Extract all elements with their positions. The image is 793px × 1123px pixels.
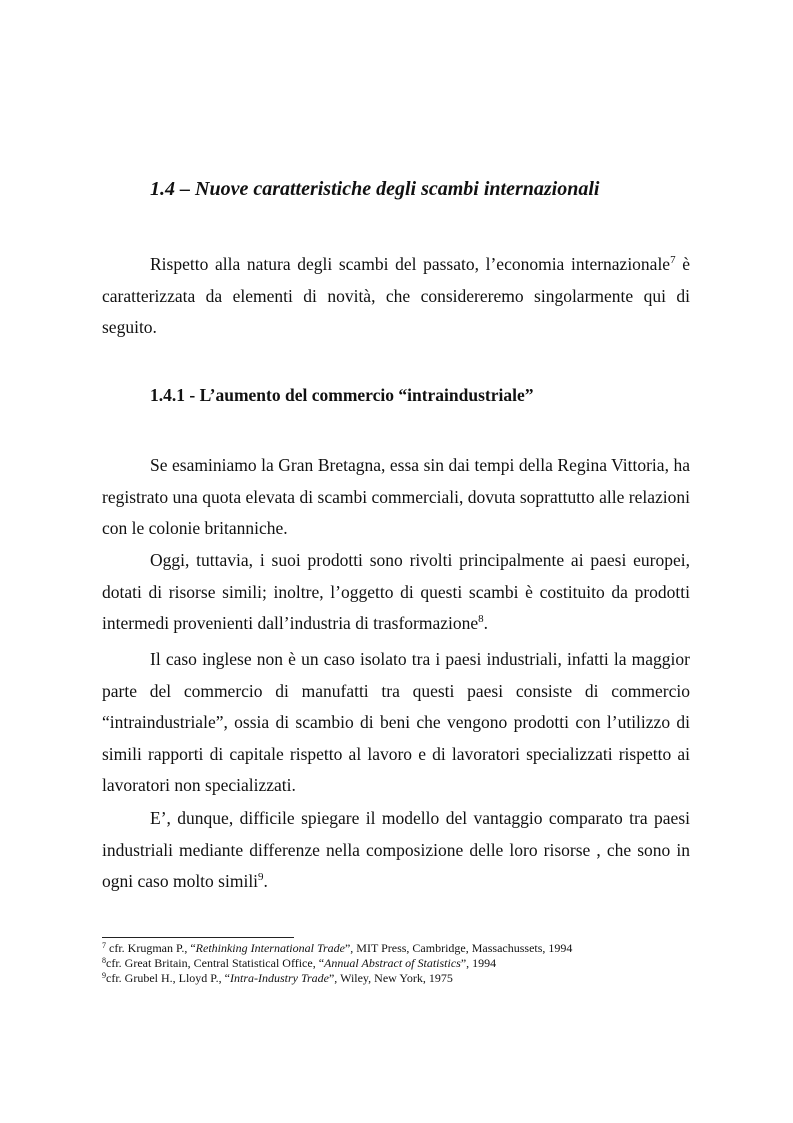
footnote-number: 9 xyxy=(102,971,106,980)
paragraph-4-text: E’, dunque, difficile spiegare il modello del vantaggio comparato tra paesi industriali mediante differenze nella composizione delle loro risorse , che sono in ogni caso molto simili xyxy=(102,808,690,891)
paragraph-4 xyxy=(102,803,690,898)
section-title: 1.4 – Nuove caratteristiche degli scambi internazionali xyxy=(150,178,600,200)
footnote-title: Intra-Industry Trade xyxy=(229,971,329,985)
footnote-separator xyxy=(102,937,294,938)
paragraph-1: Se esaminiamo la Gran Bretagna, essa sin dai tempi della Regina Vittoria, ha registrato una quota elevata di scambi commerciali, dovuta soprattutto alle relazioni con le colonie britanniche. xyxy=(102,455,690,538)
footnote-title: Rethinking International Trade xyxy=(195,941,345,955)
footnote-8 xyxy=(102,956,702,971)
paragraph-4-end: . xyxy=(263,871,268,891)
footnote-number: 8 xyxy=(102,956,106,965)
footnote-ref-9[interactable]: 9 xyxy=(258,871,264,883)
paragraph-2-text: Oggi, tuttavia, i suoi prodotti sono rivolti principalmente ai paesi europei, dotati di risorse simili; inoltre, l’oggetto di questi scambi è costituito da prodotti intermedi provenienti dall’industria di trasformazione xyxy=(102,550,690,633)
paragraph-2-end: . xyxy=(483,613,489,633)
paragraph-2 xyxy=(102,545,690,640)
footnote-text: ”, Wiley, New York, 1975 xyxy=(328,971,453,985)
footnote-text: cfr. Great Britain, Central Statistical Office, “ xyxy=(106,956,325,970)
subsection-title: 1.4.1 - L’aumento del commercio “intraindustriale” xyxy=(150,385,534,405)
footnote-7 xyxy=(102,941,702,956)
footnotes xyxy=(102,941,702,986)
footnote-text: cfr. Grubel H., Lloyd P., “ xyxy=(106,971,230,985)
footnote-text: cfr. Krugman P., “ xyxy=(106,941,196,955)
footnote-title: Annual Abstract of Statistics xyxy=(324,956,461,970)
footnote-number: 7 xyxy=(102,941,106,950)
intro-text: Rispetto alla natura degli scambi del passato, l’economia internazionale xyxy=(150,254,671,274)
footnote-ref-7[interactable]: 7 xyxy=(670,254,676,266)
footnote-9 xyxy=(102,971,702,986)
footnote-text: ”, MIT Press, Cambridge, Massachussets, 1994 xyxy=(344,941,573,955)
paragraph-3: Il caso inglese non è un caso isolato tra i paesi industriali, infatti la maggior parte del commercio di manufatti tra questi paesi consiste di commercio “intraindustriale”, ossia di scambio di beni che vengono prodotti con l’utilizzo di simili rapporti di capitale rispetto al lavoro e di lavoratori specializzati rispetto ai lavoratori non specializzati. xyxy=(102,649,690,795)
footnote-text: ”, 1994 xyxy=(460,956,497,970)
intro-text-continued: è caratterizzata da elementi di novità, che considereremo singolarmente qui di seguito. xyxy=(102,254,690,337)
intro-paragraph xyxy=(102,249,690,344)
footnote-ref-8[interactable]: 8 xyxy=(478,613,484,625)
